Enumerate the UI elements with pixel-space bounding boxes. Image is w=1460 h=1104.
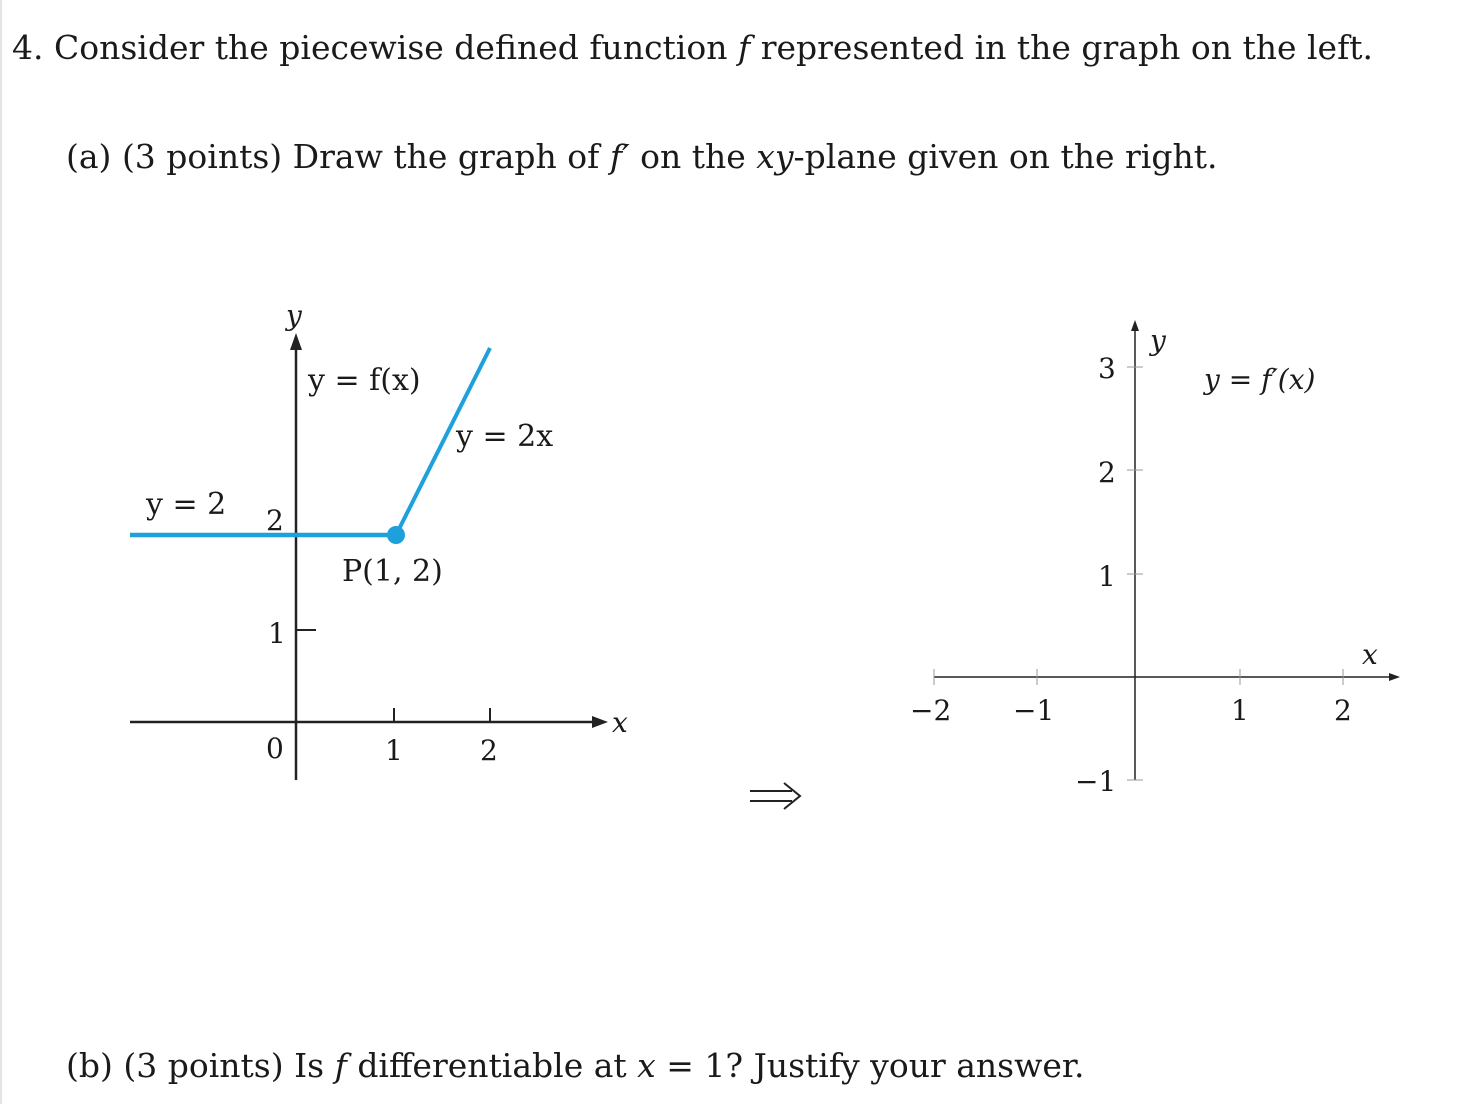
right-y-tick-label-neg1: −1 xyxy=(1075,765,1117,798)
left-x-tick-label-0: 0 xyxy=(266,732,284,765)
left-y-axis-label: y xyxy=(286,299,302,332)
left-point-label: P(1, 2) xyxy=(342,554,443,589)
part-a-text-1: Draw the graph of xyxy=(292,137,600,176)
part-b-text-2: differentiable at xyxy=(357,1046,627,1085)
left-x-tick-label-2: 2 xyxy=(480,734,498,767)
part-a-text-2: on the xyxy=(640,137,746,176)
left-const-label: y = 2 xyxy=(146,487,227,522)
left-x-tick-label-1: 1 xyxy=(385,734,403,767)
left-x-axis-label: x xyxy=(612,706,628,739)
question-number: 4. xyxy=(12,28,44,67)
part-b-x-var: x xyxy=(637,1046,656,1085)
right-y-axis-arrowhead xyxy=(1131,320,1139,331)
right-x-tick-label-2: 2 xyxy=(1334,694,1352,727)
right-y-tick-label-1: 1 xyxy=(1098,560,1116,593)
right-x-axis-arrowhead xyxy=(1389,673,1400,681)
part-a-points: (3 points) xyxy=(121,137,283,176)
stem-text-before: Consider the piecewise defined function xyxy=(54,28,728,67)
right-x-tick-label-neg2: −2 xyxy=(910,694,952,727)
right-x-tick-label-neg1: −1 xyxy=(1013,694,1055,727)
part-a-plane-var: xy xyxy=(756,137,794,176)
right-x-tick-label-1: 1 xyxy=(1231,694,1249,727)
left-y-tick-label-1: 1 xyxy=(268,617,286,650)
part-b-text-3: = 1? Justify your answer. xyxy=(666,1046,1085,1085)
stem-text-after: represented in the graph on the left. xyxy=(760,28,1374,67)
right-y-tick-label-3: 3 xyxy=(1098,352,1116,385)
part-b-text-1: Is xyxy=(294,1046,325,1085)
part-b-label: (b) xyxy=(66,1046,113,1085)
right-func-label: y = f′(x) xyxy=(1204,363,1316,396)
stem-function-var: f xyxy=(738,28,751,67)
part-a-text-3: -plane given on the right. xyxy=(793,137,1218,176)
right-y-axis-label: y xyxy=(1150,324,1166,357)
part-b-function-var: f xyxy=(334,1046,347,1085)
part-a-derivative-var: f′ xyxy=(609,137,630,176)
right-y-tick-label-2: 2 xyxy=(1098,456,1116,489)
left-line-label: y = 2x xyxy=(456,419,554,454)
right-x-axis-label: x xyxy=(1362,638,1378,671)
left-y-tick-label-2: 2 xyxy=(266,504,284,537)
part-a-label: (a) xyxy=(66,137,112,176)
part-b-points: (3 points) xyxy=(123,1046,284,1085)
left-func-label: y = f(x) xyxy=(308,363,421,398)
